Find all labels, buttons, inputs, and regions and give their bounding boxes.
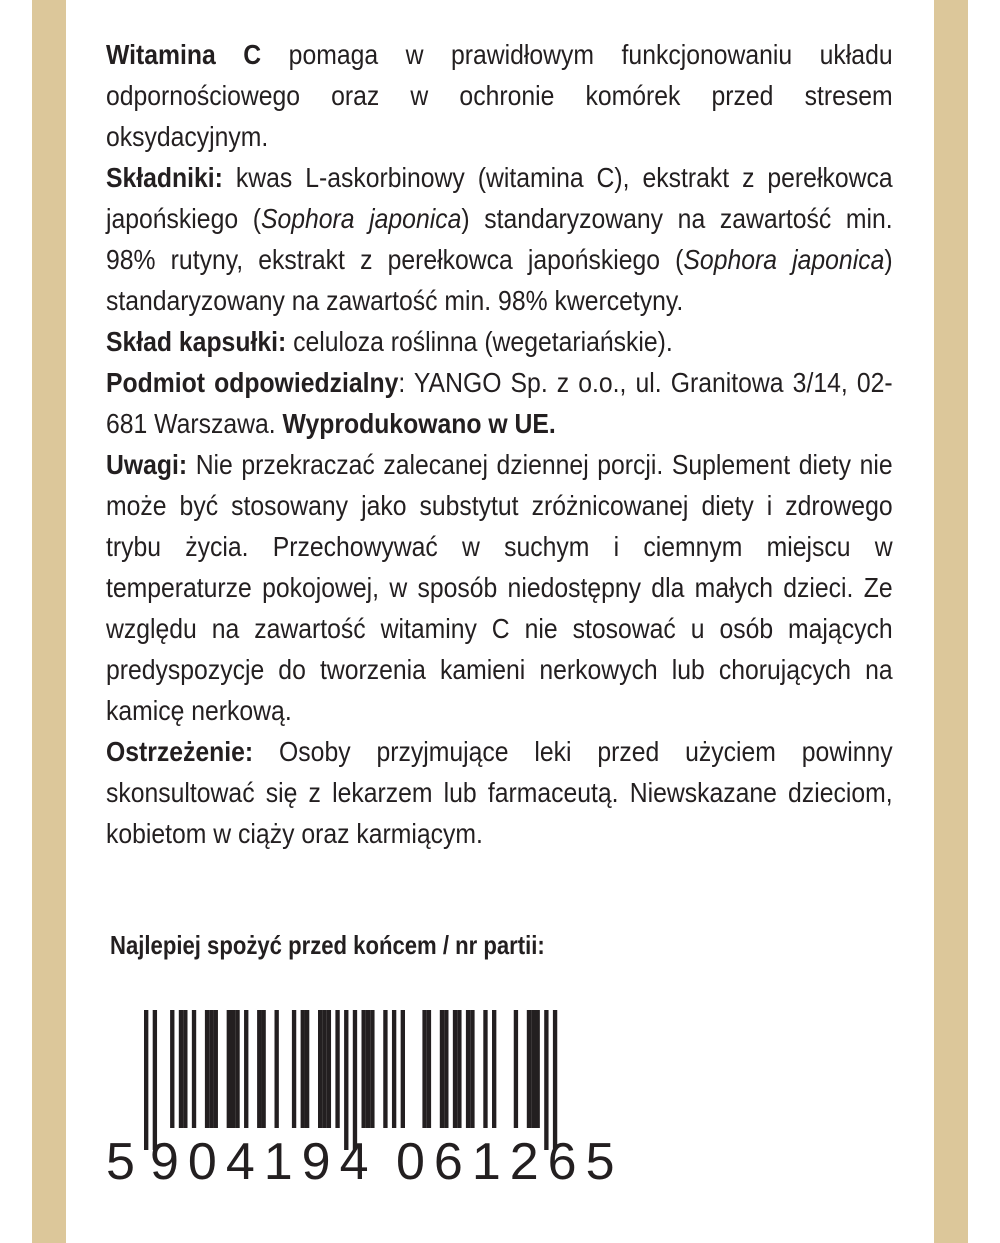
barcode-bar bbox=[327, 1010, 331, 1128]
barcode-bar bbox=[322, 1010, 326, 1128]
barcode-guard-bar bbox=[553, 1010, 557, 1150]
notes-heading: Uwagi: bbox=[106, 449, 188, 480]
barcode-bar bbox=[183, 1010, 187, 1128]
barcode-guard-bar bbox=[544, 1010, 548, 1150]
responsible-entity-heading: Podmiot odpowiedzialny bbox=[106, 367, 399, 398]
barcode bbox=[104, 1010, 604, 1150]
barcode-bar bbox=[483, 1010, 487, 1128]
warning-text: Osoby przyjmujące leki przed użyciem powinny skonsultować się z lekarzem lub farmaceutą. Niewskazane dzieciom, kobietom w ciąży oraz karmiącym. bbox=[106, 736, 893, 849]
warning-paragraph bbox=[106, 731, 893, 854]
responsible-entity-text: : YANGO Sp. z o.o., ul. Granitowa 3/14, 02-681 Warszawa. bbox=[106, 367, 893, 439]
barcode-bar bbox=[275, 1010, 279, 1128]
barcode-bar bbox=[370, 1010, 374, 1128]
barcode-bar bbox=[366, 1010, 370, 1128]
vitamin-c-text: pomaga w prawidłowym funkcjonowaniu układu odpornościowego oraz w ochronie komórek przed stresem oksydacyjnym. bbox=[106, 39, 893, 152]
ingredients-paragraph bbox=[106, 157, 893, 321]
barcode-bar bbox=[427, 1010, 431, 1128]
barcode-right-digits: 061265 bbox=[396, 1133, 624, 1191]
capsule-paragraph bbox=[106, 321, 893, 362]
barcode-bar bbox=[205, 1010, 209, 1128]
barcode-bar bbox=[362, 1010, 366, 1128]
product-label bbox=[66, 0, 934, 1243]
barcode-bar bbox=[453, 1010, 457, 1128]
latin-name-1: Sophora japonica bbox=[260, 203, 462, 234]
vitamin-c-paragraph bbox=[106, 34, 893, 157]
barcode-bar bbox=[179, 1010, 183, 1128]
barcode-guard-bar bbox=[144, 1010, 148, 1150]
barcode-bar bbox=[257, 1010, 261, 1128]
barcode-bar bbox=[470, 1010, 474, 1128]
label-text bbox=[106, 34, 893, 854]
barcode-bar bbox=[444, 1010, 448, 1128]
ingredients-text-1: kwas L-askorbinowy (witamina C), ekstrakt z perełkowca japońskiego ( bbox=[106, 162, 893, 234]
barcode-guard-bar bbox=[344, 1010, 348, 1150]
capsule-heading: Skład kapsułki: bbox=[106, 326, 287, 357]
barcode-bar bbox=[209, 1010, 213, 1128]
barcode-bar bbox=[440, 1010, 444, 1128]
barcode-bar bbox=[292, 1010, 296, 1128]
decorative-stripe-left bbox=[32, 0, 66, 1243]
best-before-label: Najlepiej spożyć przed końcem / nr partii: bbox=[110, 930, 545, 960]
barcode-first-digit: 5 bbox=[106, 1133, 135, 1191]
barcode-bar bbox=[261, 1010, 265, 1128]
barcode-left-digits: 904194 bbox=[150, 1133, 378, 1191]
barcode-bar bbox=[335, 1010, 339, 1128]
barcode-bar bbox=[392, 1010, 396, 1128]
decorative-stripe-right bbox=[934, 0, 968, 1243]
vitamin-c-heading: Witamina C bbox=[106, 39, 262, 70]
barcode-bar bbox=[514, 1010, 518, 1128]
barcode-bar bbox=[170, 1010, 174, 1128]
barcode-bar bbox=[301, 1010, 305, 1128]
barcode-bar bbox=[192, 1010, 196, 1128]
barcode-bar bbox=[235, 1010, 239, 1128]
latin-name-2: Sophora japonica bbox=[683, 244, 885, 275]
barcode-bar bbox=[305, 1010, 309, 1128]
barcode-bar bbox=[422, 1010, 426, 1128]
barcode-bar bbox=[401, 1010, 405, 1128]
barcode-bar bbox=[531, 1010, 535, 1128]
capsule-text: celuloza roślinna (wegetariańskie). bbox=[286, 326, 673, 357]
ingredients-text-2: ) standaryzowany na zawartość min. 98% rutyny, ekstrakt z perełkowca japońskiego ( bbox=[106, 203, 893, 275]
notes-paragraph bbox=[106, 444, 893, 731]
barcode-guard-bar bbox=[153, 1010, 157, 1150]
ingredients-heading: Składniki: bbox=[106, 162, 223, 193]
barcode-bar bbox=[231, 1010, 235, 1128]
barcode-bar bbox=[214, 1010, 218, 1128]
ingredients-text-3: ) standaryzowany na zawartość min. 98% kwercetyny. bbox=[106, 244, 893, 316]
barcode-bar bbox=[457, 1010, 461, 1128]
barcode-bar bbox=[466, 1010, 470, 1128]
notes-text: Nie przekraczać zalecanej dziennej porcji. Suplement diety nie może być stosowany jako substytut zróżnicowanej diety i zdrowego trybu życia. Przechowywać w suchym i ciemnym miejscu w temperaturze pokojowej, w sposób niedostępny dla małych dzieci. Ze względu na zawartość witaminy C nie stosować u osób mających predyspozycje do tworzenia kamieni nerkowych lub chorujących na kamicę nerkową. bbox=[106, 449, 893, 726]
warning-heading: Ostrzeżenie: bbox=[106, 736, 254, 767]
barcode-bar bbox=[383, 1010, 387, 1128]
made-in-eu: Wyprodukowano w UE. bbox=[282, 408, 556, 439]
barcode-bar bbox=[536, 1010, 540, 1128]
barcode-guard-bar bbox=[353, 1010, 357, 1150]
barcode-bar bbox=[244, 1010, 248, 1128]
barcode-bar bbox=[527, 1010, 531, 1128]
responsible-entity-paragraph bbox=[106, 362, 893, 444]
barcode-bar bbox=[492, 1010, 496, 1128]
barcode-bar bbox=[318, 1010, 322, 1128]
barcode-bar bbox=[227, 1010, 231, 1128]
